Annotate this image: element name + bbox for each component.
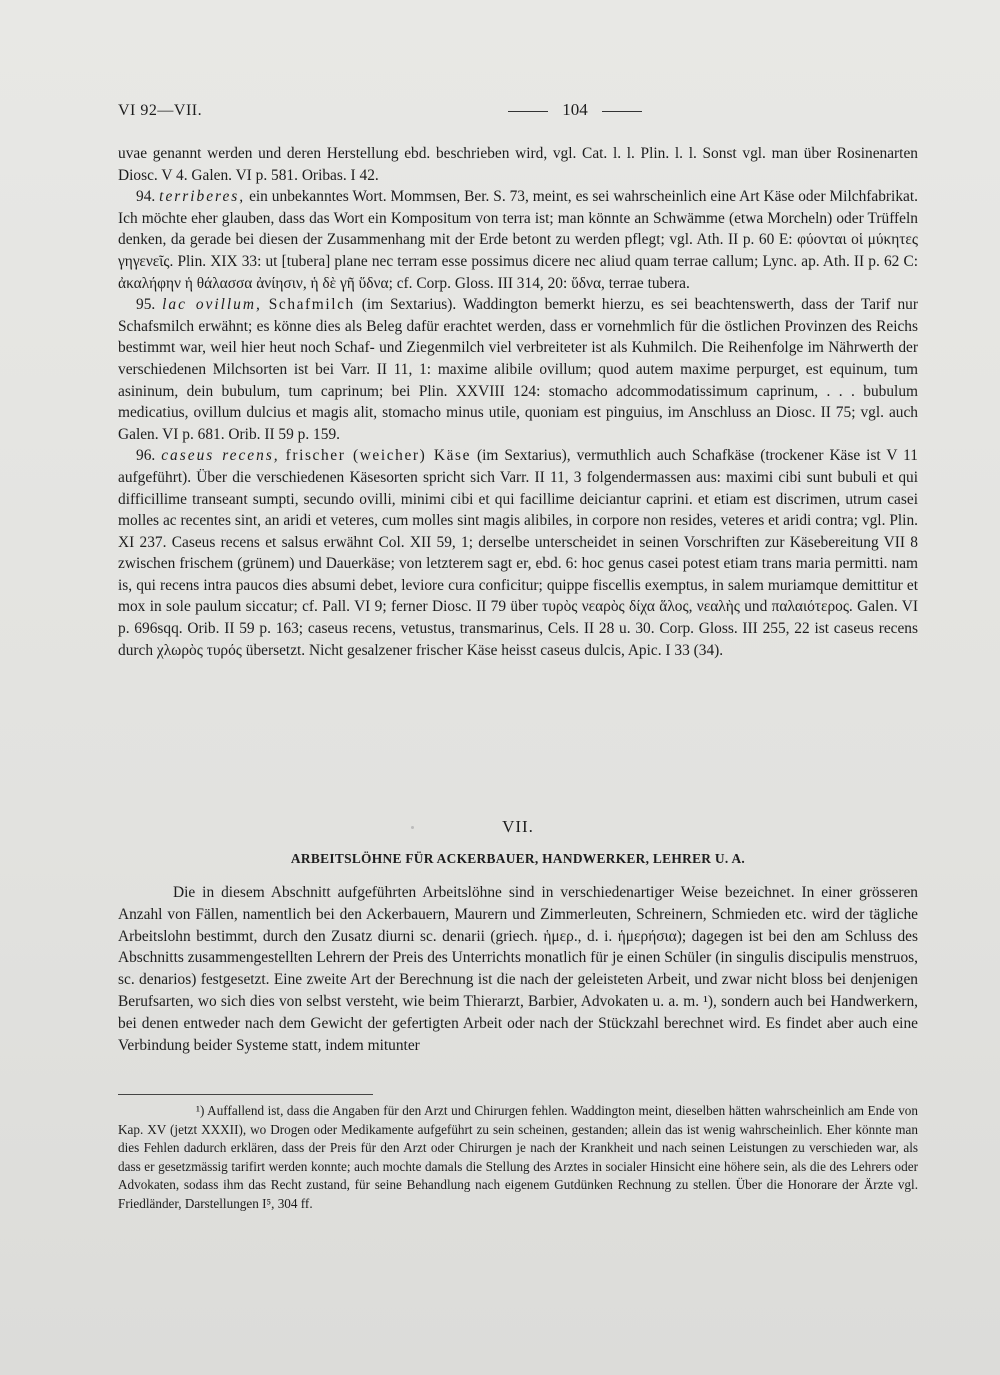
paragraph-94 (118, 186, 918, 294)
entry-number-95: 95. (136, 296, 156, 314)
header-dash-left (508, 111, 548, 112)
section-number: VII. (502, 817, 534, 836)
entry-term-schafmilch: Schafmilch (268, 296, 355, 314)
header-page-number-group (450, 100, 700, 120)
entry-text-94: ein unbekanntes Wort. Mommsen, Ber. S. 73, meint, es sei wahrscheinlich eine Art Käse oder Milchfabrikat. Ich möchte eher glauben, dass das Wort ein Kompositum von terra ist; man könnte an Schwämme (etwa Morcheln) oder Trüffeln denken, da gerade bei diesen der Zusammenhang mit der Erde betont zu werden pflegt; vgl. Ath. II p. 60 E: φύονται οἱ μύκητες γηγενεῖς. Plin. XIX 33: ut [tubera] plane nec terram esse possimus dicere nec aliud quam terrae callum; Lync. ap. Ath. II p. 62 C: ἀκαλήφην ἡ θάλασσα ἀνίησιν, ἡ δὲ γῆ ὕδνα; cf. Corp. Gloss. III 314, 20: ὕδνα, terrae tubera. (118, 188, 918, 292)
paragraph-96 (118, 445, 918, 661)
entry-term-caseus-recens: caseus recens, (161, 447, 280, 465)
header-dash-right (602, 111, 642, 112)
section-title: ARBEITSLÖHNE FÜR ACKERBAUER, HANDWERKER, LEHRER U. A. (290, 851, 746, 866)
paragraph-uvae: uvae genannt werden und deren Herstellung ebd. beschrieben wird, vgl. Cat. l. l. Plin. l. l. Sonst vgl. man über Rosinenarten Diosc. V 4. Galen. VI p. 581. Oribas. I 42. (118, 145, 918, 184)
page-number: 104 (562, 100, 588, 119)
paper-speck (411, 826, 414, 829)
entry-term-lac-ovillum: lac ovillum, (162, 296, 262, 314)
entry-text-95: (im Sextarius). Waddington bemerkt hierzu, es sei beachtenswerth, dass der Tarif nur Schafsmilch erwähnt; es könne dies als Beleg dafür erachtet werden, dass er vornehmlich für die östlichen Provinzen des Reichs bestimmt war, weil hier heut noch Schaf- und Ziegenmilch viel verbreiteter ist als Kuhmilch. Die Reihenfolge im Nährwerth der verschiedenen Milchsorten ist bei Varr. II 11, 1: maxime alibile ovillum; quod autem maxime perpurget, est equinum, tum asininum, dein bubulum, tum caprinum; bei Plin. XXVIII 124: stomacho adcommodatissimum caprinum, . . . bubulum medicatius, ovillum dulcius et magis alit, stomacho minus utile, quoniam est pinguius, im Anschluss an Diosc. II 75; vgl. auch Galen. VI p. 681. Orib. II 59 p. 159. (118, 296, 918, 443)
footnote-rule (118, 1094, 373, 1095)
entry-term-terriberes: terriberes, (159, 188, 246, 206)
entry-number-94: 94. (136, 188, 156, 206)
footnote (118, 1102, 918, 1214)
entry-number-96: 96. (136, 447, 156, 465)
running-header (118, 100, 918, 126)
section-intro (118, 882, 918, 1056)
header-section-range: VI 92—VII. (118, 102, 203, 119)
footnote-text: ¹) Auffallend ist, dass die Angaben für den Arzt und Chirurgen fehlen. Waddington meint, dieselben hätten wahrscheinlich am Ende von Kap. XV (jetzt XXXII), wo Drogen oder Medikamente aufgeführt zu sein scheinen, gestanden; allein das ist wenig wahrscheinlich. Eher könnte man dies Fehlen dadurch erklären, dass der Preis für den Arzt oder Chirurgen je nach der Krankheit und nach seinen Leistungen zu verschieden war, als dass er gesetzmässig tarifirt werden konnte; auch mochte damals die Stellung des Arztes in socialer Hinsicht eine höhere sein, als die des Lehrers oder Advokaten, sodass ihm das Recht zustand, für seine Behandlung nach eigenem Gutdünken Rechnung zu stellen. Über die Honorare der Ärzte vgl. Friedländer, Darstellungen I⁵, 304 ff. (118, 1103, 918, 1211)
commentary-body (118, 143, 918, 661)
entry-text-96: (im Sextarius), vermuthlich auch Schafkäse (trockener Käse ist V 11 aufgeführt). Über die verschiedenen Käsesorten spricht sich Varr. II 11, 3 folgendermassen aus: maximi cibi sunt bubuli et qui difficillime transeant sumpti, secundo ovilli, minimi cibi et qui facillime deiciantur caprini. et etiam est discrimen, utrum casei molles ac recentes sint, an aridi et veteres, cum molles sint magis alibiles, in corpore non resides, veteres et aridi contra; vgl. Plin. XI 237. Caseus recens et salsus erwähnt Col. XII 59, 1; derselbe unterscheidet in seinen Vorschriften zur Käsebereitung VII 8 zwischen frischem (grünem) und Dauerkäse; von letzterem sagt er, ebd. 6: hoc genus casei potest etiam trans maria permitti. nam is, qui recens intra paucos dies absumi debet, leviore cura conficitur; quippe fiscellis exemptus, in salem muriamque demittitur et mox in sole paulum siccatur; cf. Pall. VI 9; ferner Diosc. II 79 über τυρὸς νεαρὸς δίχα ἅλος, νεαλὴς und παλαιότερος. Galen. VI p. 696sqq. Orib. II 59 p. 163; caseus recens, vetustus, transmarinus, Cels. II 28 u. 30. Corp. Gloss. III 255, 22 ist caseus recens durch χλωρὸς τυρός übersetzt. Nicht gesalzener frischer Käse heisst caseus dulcis, Apic. I 33 (34). (118, 447, 918, 659)
section-paragraph: Die in diesem Abschnitt aufgeführten Arbeitslöhne sind in verschiedenartiger Weise bezeichnet. In einer grösseren Anzahl von Fällen, namentlich bei den Ackerbauern, Maurern und Zimmerleuten, Schreinern, Schmieden etc. wird der tägliche Arbeitslohn bestimmt, durch den Zusatz diurni sc. denarii (griech. ἡμερ., d. i. ἡμερήσια); dagegen ist bei den am Schluss des Abschnitts zusammengestellten Lehrern der Preis des Unterrichts monatlich für je einen Schüler (in singulis discipulis menstruos, sc. denarios) festgesetzt. Eine zweite Art der Berechnung ist die nach der geleisteten Arbeit, und zwar nicht bloss bei denjenigen Berufsarten, wo sich dies von selbst versteht, wie beim Thierarzt, Barbier, Advokaten u. a. m. ¹), sondern auch bei Handwerkern, bei denen entweder nach dem Gewicht der gefertigten Arbeit oder nach der Stückzahl berechnet wird. Es findet aber auch eine Verbindung beider Systeme statt, indem mitunter (118, 884, 918, 1054)
paragraph-95 (118, 294, 918, 445)
entry-term-frischer-kaese: frischer (weicher) Käse (285, 447, 472, 465)
